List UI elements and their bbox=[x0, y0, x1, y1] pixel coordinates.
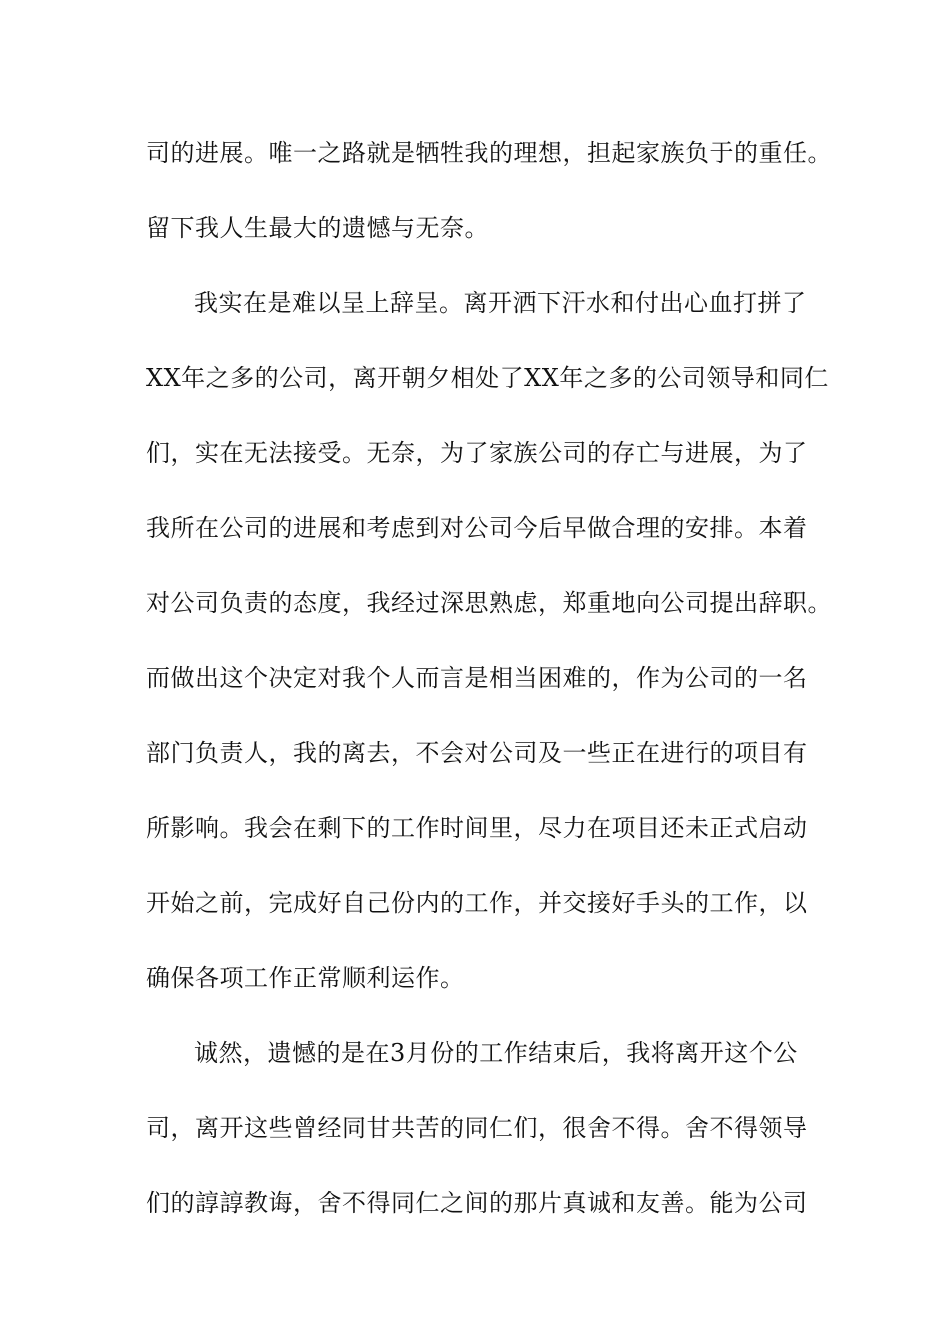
body-text-line: 留下我人生最大的遗憾与无奈。 bbox=[146, 214, 489, 242]
body-text-line: 对公司负责的态度，我经过深思熟虑，郑重地向公司提出辞职。 bbox=[146, 589, 832, 617]
body-text-line: 司，离开这些曾经同甘共苦的同仁们，很舍不得。舍不得领导 bbox=[146, 1114, 808, 1142]
paragraph-first-line: 我实在是难以呈上辞呈。离开洒下汗水和付出心血打拼了 bbox=[194, 289, 807, 317]
body-text-line: 部门负责人，我的离去，不会对公司及一些正在进行的项目有 bbox=[146, 739, 808, 767]
paragraph-first-line: 诚然，遗憾的是在3月份的工作结束后，我将离开这个公 bbox=[194, 1039, 798, 1067]
body-text-line: 们，实在无法接受。无奈，为了家族公司的存亡与进展，为了 bbox=[146, 439, 808, 467]
body-text-line: 确保各项工作正常顺利运作。 bbox=[146, 964, 465, 992]
body-text-line: 开始之前，完成好自己份内的工作，并交接好手头的工作，以 bbox=[146, 889, 808, 917]
body-text-line: 我所在公司的进展和考虑到对公司今后早做合理的安排。本着 bbox=[146, 514, 808, 542]
body-text-line: XX年之多的公司，离开朝夕相处了XX年之多的公司领导和同仁 bbox=[146, 364, 829, 392]
body-text-line: 们的諄諄教诲，舍不得同仁之间的那片真诚和友善。能为公司 bbox=[146, 1189, 808, 1217]
body-text-line: 所影响。我会在剩下的工作时间里，尽力在项目还未正式启动 bbox=[146, 814, 808, 842]
body-text-line: 而做出这个决定对我个人而言是相当困难的，作为公司的一名 bbox=[146, 664, 808, 692]
body-text-line: 司的进展。唯一之路就是牺牲我的理想，担起家族负于的重任。 bbox=[146, 139, 832, 167]
